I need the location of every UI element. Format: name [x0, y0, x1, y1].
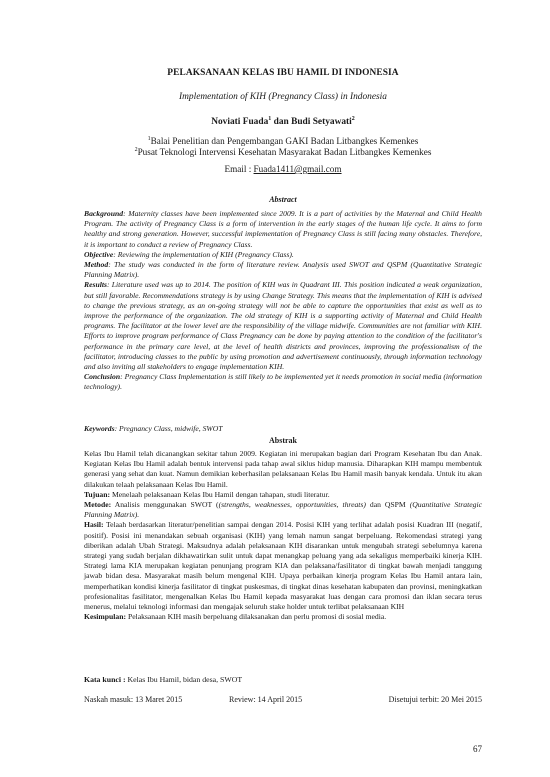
affiliation [84, 136, 482, 146]
page-number: 67 [473, 744, 482, 754]
date-review: Review: 14 April 2015 [229, 695, 303, 704]
section-label: Background [84, 209, 124, 218]
section-text-italic: (strengths, weaknesses, opportunities, threats) [218, 500, 366, 510]
affiliation-superscript: 1 [147, 136, 151, 142]
abstrak-metode [84, 500, 482, 520]
section-label: Hasil: [84, 520, 104, 530]
abstract-heading-en: Abstract [269, 195, 297, 204]
keywords-id [84, 675, 482, 684]
author-superscript: 2 [351, 116, 355, 122]
author-line [84, 117, 482, 127]
email-label: Email : [224, 164, 252, 174]
section-text: : The study was conducted in the form of literature review. Analysis used SWOT and QSPM (Quantitative Strategic Planning Matrix). [84, 260, 482, 280]
affiliation [84, 147, 482, 157]
section-text: dan QSPM [365, 500, 410, 510]
abstract-method [84, 260, 482, 280]
section-label: Conclusion [84, 372, 121, 382]
section-label: Kesimpulan: [84, 612, 127, 622]
journal-page [84, 0, 482, 777]
section-text: : Pregnancy Class Implementation is still likely to be implemented yet it needs promotion in social media (information technology). [84, 372, 482, 392]
affiliation-text: Pusat Teknologi Intervensi Kesehatan Masyarakat Badan Litbangkes Kemenkes [137, 147, 432, 157]
section-label: Objective [84, 249, 114, 259]
affiliation-text: Balai Penelitian dan Pengembangan GAKI Badan Litbangkes Kemenkes [150, 136, 419, 146]
author-name: Budi Setyawati [291, 117, 352, 127]
keywords-text: : Pregnancy Class, midwife, SWOT [114, 424, 223, 433]
section-text: Analisis menggunakan SWOT ( [111, 500, 219, 510]
abstract-id-body [84, 449, 482, 622]
abstrak-kesimpulan [84, 612, 482, 622]
paper-title: PELAKSANAAN KELAS IBU HAMIL DI INDONESIA [167, 68, 399, 78]
abstract-conclusion [84, 372, 482, 392]
section-label: Method [84, 260, 109, 270]
abstrak-tujuan [84, 490, 482, 500]
email-link[interactable]: Fuada1411@gmail.com [253, 164, 342, 174]
author-connector: dan [273, 117, 289, 127]
section-text-italic: (Quantitative Strategic Planning Matrix). [84, 500, 482, 520]
abstrak-intro: Kelas Ibu Hamil telah dicanangkan sekitar tahun 2009. Kegiatan ini merupakan bagian dari Program Kesehatan Ibu dan Anak. Kegiatan Kelas Ibu Hamil adalah bentuk intervensi pada tahap awal siklus hidup manusia. Diharapkan KIH mampu membentuk generasi yang sehat dan kuat. Namun demikian keberhasilan pelaksanaan Kelas Ibu Hamil masih banyak kendala. Untuk itu akan dilakukan telaah pelaksanaan Kelas Ibu Hamil. [84, 449, 482, 489]
abstract-heading-id: Abstrak [268, 436, 297, 445]
keywords-text: Kelas Ibu Hamil, bidan desa, SWOT [125, 675, 243, 684]
author-name: Noviati Fuada [211, 117, 269, 127]
paper-subtitle: Implementation of KIH (Pregnancy Class) in Indonesia [179, 92, 387, 102]
affiliation-superscript: 2 [134, 147, 138, 153]
date-approved: Disetujui terbit: 20 Mei 2015 [388, 695, 482, 704]
abstract-results [84, 280, 482, 372]
date-received: Naskah masuk: 13 Maret 2015 [84, 695, 183, 704]
section-label: Tujuan: [84, 489, 111, 499]
section-label: Metode: [84, 500, 112, 510]
keywords-label: Keywords [84, 424, 115, 433]
author-superscript: 1 [268, 116, 272, 122]
abstract-en-body [84, 209, 482, 393]
abstrak-hasil [84, 520, 482, 612]
keywords-label: Kata kunci : [84, 675, 126, 684]
section-text: Telaah berdasarkan literatur/penelitian sampai dengan 2014. Posisi KIH yang terlihat adalah posisi Kuadran III (negatif, positif). Posisi ini menandakan sebuah organisasi (KIH) yang lemah namun sangat berpeluang. Rekomendasi strategi yang diberikan adalah Ubah Strategi. Maksudnya adalah pelaksanaan KIH disarankan untuk mengubah strategi sebelumnya karena strategi yang sudah berjalan dikhawatirkan sulit untuk dapat menangkap peluang yang ada sekaligus memperbaiki kinerja KIH. Strategi lama KIA merupakan kegiatan penunjang program KIA dan pelaksana/fasilitator di tingkat bawah menjadi tanggung jawab bidan desa. Masyarakat masih belum mengenal KIH. Upaya perbaikan kinerja program Kelas Ibu Hamil antara lain, memperhatikan kondisi kinerja fasilitator di tingkat puskesmas, di tingkat dinas kesehatan kabupaten dan provinsi, meningkatkan profesionalitas fasilitator, mengenalkan Kelas Ibu Hamil kepada masyarakat luas dengan cara promosi dan iklan secara terus menerus, melalui teknologi informasi dan mengajak seluruh stake holder untuk terlibat pelaksanaan KIH [84, 520, 482, 612]
abstract-background [84, 209, 482, 250]
abstract-objective [84, 250, 482, 260]
section-label: Results [84, 280, 107, 290]
section-text: : Literature used was up to 2014. The position of KIH was in Quadrant III. This position indicated a weak organization, but still favorable. Recommendations strategy is by using Change Strategy. This means that the implementation of KIH is advised to change the previous strategy, as an on-going strategy will not be able to capture the opportunities that exist as well as to improve the performance of the organization. The old strategy of KIH is a supporting activity of Maternal and Child Health programs. The facilitator at the lower level are the responsibility of the village midwife. Communities are not familiar with KIH. Efforts to improve program performance of Class Pregnancy can be done by paying attention to the condition of the facilitator's performance in the primary care level, at the level of health districts and provinces, improving the professionalism of the facilitator, introducing classes to the public by using promotion and advertisement continuously, through information technology and also inviting all stakeholders to engage implementation KIH. [84, 280, 482, 372]
keywords-en [84, 424, 482, 433]
section-text: Pelaksanaan KIH masih berpeluang dilaksanakan dan perlu promosi di sosial media. [126, 612, 387, 622]
email-line [84, 164, 482, 174]
section-text: : Reviewing the implementation of KIH (Pregnancy Class). [113, 249, 294, 259]
section-text: Menelaah pelaksanaan Kelas Ibu Hamil dengan tahapan, studi literatur. [110, 489, 330, 499]
section-text: : Maternity classes have been implemented since 2009. It is a part of activities by the Maternal and Child Health Program. The activity of Pregnancy Class is a form of intervention in the early stages of the human life cycle. It aims to form healthy and strong generation. However, successful implementation of Pregnancy Class is still facing many obstacles. Therefore, it is important to conduct a review of Pregnancy Class. [84, 209, 482, 249]
